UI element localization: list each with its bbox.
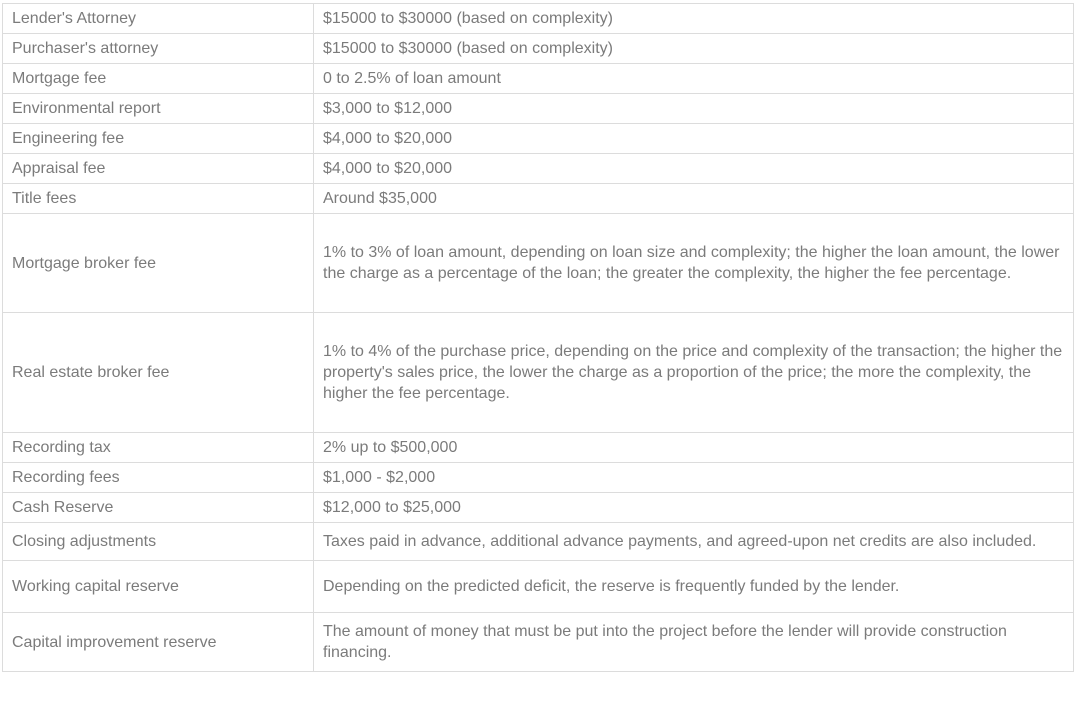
fee-description-cell: $15000 to $30000 (based on complexity) [314, 34, 1074, 64]
fee-description-cell: $1,000 - $2,000 [314, 463, 1074, 493]
fee-row [3, 4, 1074, 34]
fee-row [3, 433, 1074, 463]
fee-description-cell: $12,000 to $25,000 [314, 493, 1074, 523]
fee-row [3, 613, 1074, 672]
fee-row [3, 493, 1074, 523]
fee-description-cell: $4,000 to $20,000 [314, 124, 1074, 154]
fee-description-cell: 1% to 3% of loan amount, depending on loan size and complexity; the higher the loan amount, the lower the charge as a percentage of the loan; the greater the complexity, the higher the fee percentage. [314, 214, 1074, 313]
fee-row [3, 34, 1074, 64]
fee-name-cell: Recording fees [3, 463, 314, 493]
fee-row [3, 154, 1074, 184]
fee-row [3, 463, 1074, 493]
fee-name-cell: Working capital reserve [3, 561, 314, 613]
fee-name-cell: Capital improvement reserve [3, 613, 314, 672]
fee-row [3, 94, 1074, 124]
fee-description-cell: Taxes paid in advance, additional advance payments, and agreed-upon net credits are also included. [314, 523, 1074, 561]
fee-name-cell: Recording tax [3, 433, 314, 463]
fees-table-body [3, 4, 1074, 672]
fees-table [2, 3, 1074, 672]
fee-row [3, 561, 1074, 613]
fee-name-cell: Closing adjustments [3, 523, 314, 561]
fee-name-cell: Purchaser's attorney [3, 34, 314, 64]
fee-name-cell: Appraisal fee [3, 154, 314, 184]
fee-row [3, 313, 1074, 433]
fee-description-cell: Depending on the predicted deficit, the reserve is frequently funded by the lender. [314, 561, 1074, 613]
fee-name-cell: Real estate broker fee [3, 313, 314, 433]
fee-description-cell: $15000 to $30000 (based on complexity) [314, 4, 1074, 34]
fee-row [3, 214, 1074, 313]
fee-row [3, 124, 1074, 154]
fee-name-cell: Engineering fee [3, 124, 314, 154]
fee-description-cell: Around $35,000 [314, 184, 1074, 214]
fee-description-cell: 1% to 4% of the purchase price, depending on the price and complexity of the transaction; the higher the property's sales price, the lower the charge as a proportion of the price; the more the complexity, the higher the fee percentage. [314, 313, 1074, 433]
fee-row [3, 184, 1074, 214]
fee-name-cell: Environmental report [3, 94, 314, 124]
fee-name-cell: Mortgage fee [3, 64, 314, 94]
fee-description-cell: The amount of money that must be put into the project before the lender will provide construction financing. [314, 613, 1074, 672]
fee-name-cell: Title fees [3, 184, 314, 214]
fee-row [3, 523, 1074, 561]
fee-name-cell: Mortgage broker fee [3, 214, 314, 313]
fee-name-cell: Cash Reserve [3, 493, 314, 523]
fee-description-cell: $4,000 to $20,000 [314, 154, 1074, 184]
fee-description-cell: 0 to 2.5% of loan amount [314, 64, 1074, 94]
fee-description-cell: 2% up to $500,000 [314, 433, 1074, 463]
fee-row [3, 64, 1074, 94]
fee-description-cell: $3,000 to $12,000 [314, 94, 1074, 124]
fee-name-cell: Lender's Attorney [3, 4, 314, 34]
